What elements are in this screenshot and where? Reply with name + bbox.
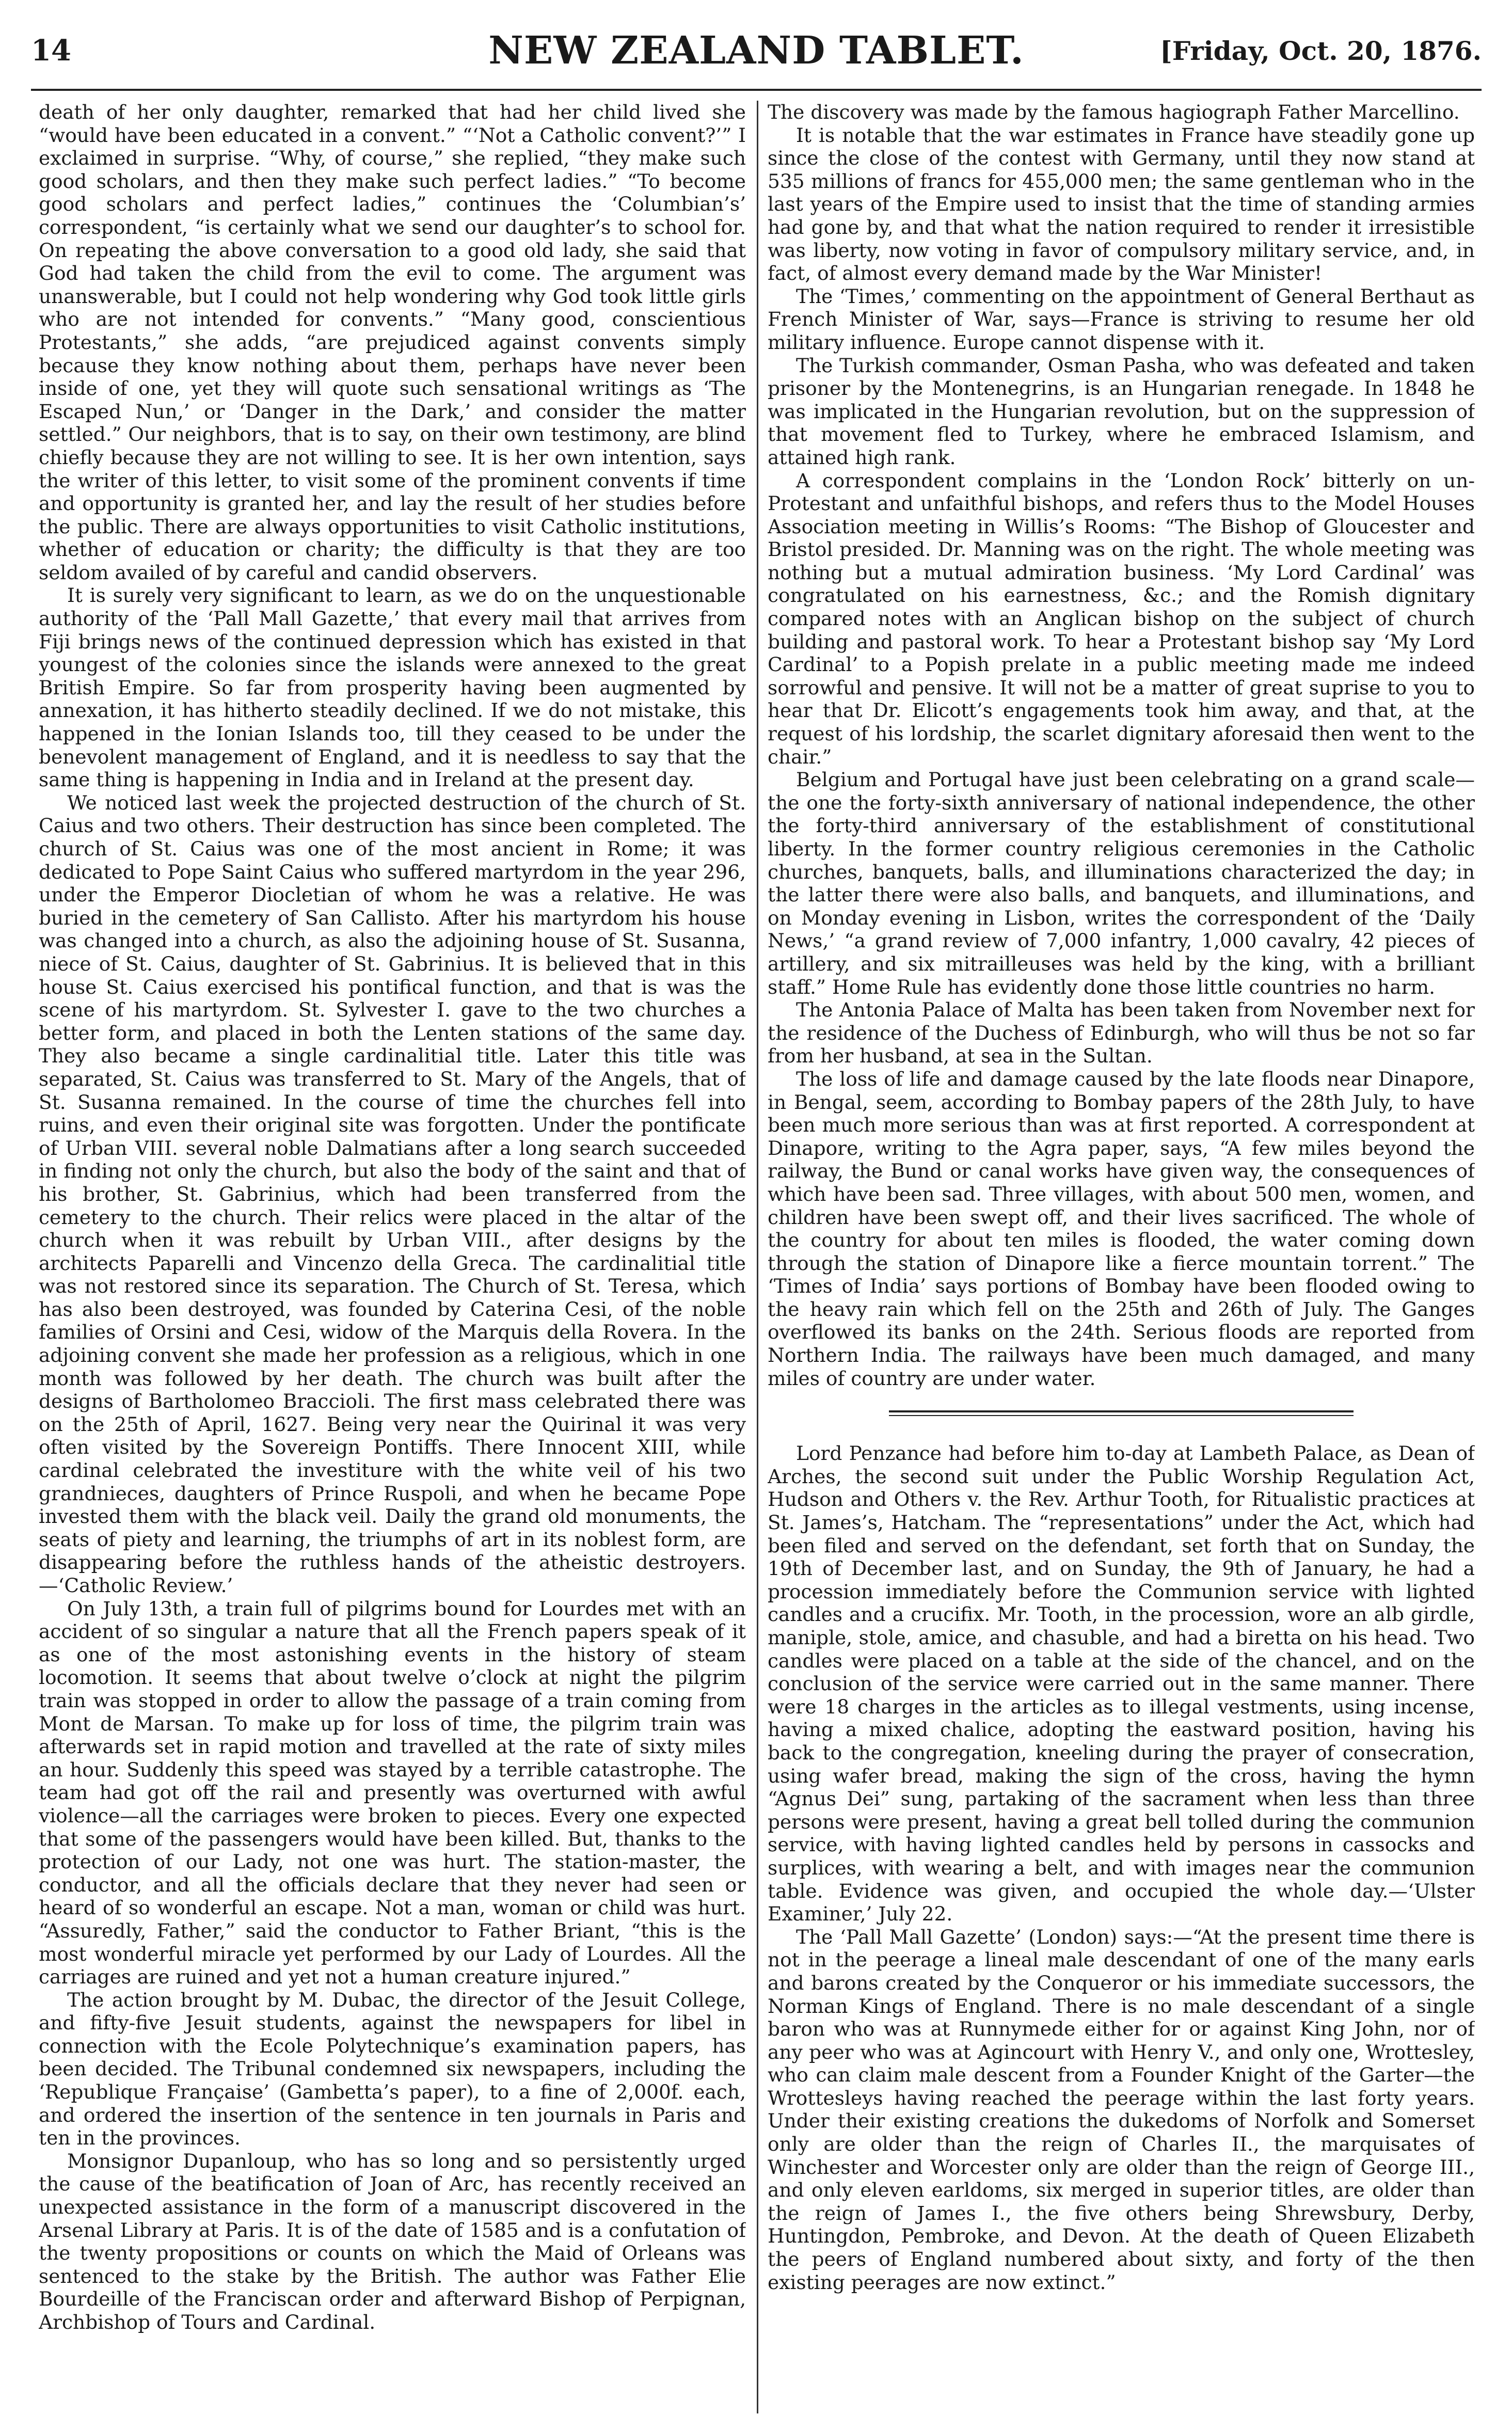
issue-date: [Friday, Oct. 20, 1876.	[1160, 36, 1482, 66]
right-column	[768, 101, 1475, 2419]
article-fiji-depression: It is surely very significant to learn, as we do on the unquestionable authority of the ‘Pall Mall Gazette,’ that every mail that arrives from Fiji brings news of the continued depression which has existed in that youngest of the colonies since the islands were annexed to the great British Empire. So far from prosperity having been augmented by annexation, it has hitherto steadily declined. If we do not mistake, this happened in the Ionian Islands too, till they ceased to be under the benevolent management of England, and it is needless to say that the same thing is happening in India and in Ireland at the present day.	[39, 584, 746, 791]
article-times-berthaut: The ‘Times,’ commenting on the appointment of General Berthaut as French Minister of War, says—France is striving to resume her old military influence. Europe cannot dispense with it.	[768, 284, 1475, 354]
article-dinapore-floods: The loss of life and damage caused by the late floods near Dinapore, in Bengal, seem, according to Bombay papers of the 28th July, to have been much more serious than was at first reported. A correspondent at Dinapore, writing to the Agra paper, says, “A few miles beyond the railway, the Bund or canal works have given way, the consequences of which have been sad. Three villages, with about 500 men, women, and children have been swept off, and their lives sacrificed. The whole of the country for about ten miles is flooded, the water coming down through the station of Dinapore like a fierce mountain torrent.” The ‘Times of India’ says portions of Bombay have been flooded owing to the heavy rain which fell on the 25th and 26th of July. The Ganges overflowed its banks on the 24th. Serious floods are reported from Northern India. The railways have been much damaged, and many miles of country are under water.	[768, 1067, 1475, 1390]
masthead	[31, 28, 1482, 85]
left-column	[39, 101, 746, 2419]
page-number: 14	[31, 34, 71, 68]
article-osman-pasha: The Turkish commander, Osman Pasha, who was defeated and taken prisoner by the Montenegrins, is an Hungarian renegade. In 1848 he was implicated in the Hungarian revolution, but on the suppression of that movement fled to Turkey, where he embraced Islamism, and attained high rank.	[768, 354, 1475, 469]
header-rule	[31, 89, 1482, 91]
article-jesuit-libel: The action brought by M. Dubac, the director of the Jesuit College, and fifty-five Jesuit students, against the newspapers for libel in connection with the Ecole Polytechnique’s examination papers, has been decided. The Tribunal condemned six newspapers, including the ‘Republique Française’ (Gambetta’s paper), to a fine of 2,000f. each, and ordered the insertion of the sentence in ten journals in Paris and ten in the provinces.	[39, 1988, 746, 2150]
article-joan-of-arc-continued: The discovery was made by the famous hagiograph Father Marcellino.	[768, 101, 1460, 123]
article-london-rock: A correspondent complains in the ‘London Rock’ bitterly on un-Protestant and unfaithful bishops, and refers thus to the Model Houses Association meeting in Willis’s Rooms: “The Bishop of Gloucester and Bristol presided. Dr. Manning was on the right. The whole meeting was nothing but a mutual admiration business. ‘My Lord Cardinal’ was congratulated on his earnestness, &c.; and the Romish dignitary compared notes with an Anglican bishop on the subject of church building and pastoral work. To hear a Protestant bishop say ‘My Lord Cardinal’ to a Popish prelate in a public meeting made me indeed sorrowful and pensive. It will not be a matter of great suprise to you to hear that Dr. Elicott’s engagements took him away, and that, at the request of his lordship, the scarlet dignitary aforesaid then went to the chair.”	[768, 469, 1475, 768]
article-french-war-estimates: It is notable that the war estimates in France have steadily gone up since the close of the contest with Germany, until they now stand at 535 millions of francs for 455,000 men; the same gentleman who in the last years of the Empire used to insist that the time of standing armies had gone by, and that what the nation required to render it irresistible was liberty, now voting in favor of compulsory military service, and, in fact, of almost every demand made by the War Minister!	[768, 123, 1475, 285]
article-st-caius-church: We noticed last week the projected destruction of the church of St. Caius and two others. Their destruction has since been completed. The church of St. Caius was one of the most ancient in Rome; it was dedicated to Pope Saint Caius who suffered martyrdom in the year 296, under the Emperor Diocletian of whom he was a relative. He was buried in the cemetery of San Callisto. After his martyrdom his house was changed into a church, as also the adjoining house of St. Susanna, niece of St. Caius, daughter of St. Gabrinius. It is believed that in this house St. Caius exercised his pontifical function, and that is was the scene of his martyrdom. St. Sylvester I. gave to the two churches a better form, and placed in both the Lenten stations of the same day. They also became a single cardinalitial title. Later this title was separated, St. Caius was transferred to St. Mary of the Angels, that of St. Susanna remained. In the course of time the churches fell into ruins, and even their original site was forgotten. Under the pontificate of Urban VIII. several noble Dalmatians after a long search succeeded in finding not only the church, but also the body of the saint and that of his brother, St. Gabrinius, which had been transferred from the cemetery to the church. Their relics were placed in the altar of the church when it was rebuilt by Urban VIII., after designs by the architects Paparelli and Vincenzo della Greca. The cardinalitial title was not restored since its separation. The Church of St. Teresa, which has also been destroyed, was founded by Caterina Cesi, of the noble families of Orsini and Cesi, widow of the Marquis della Rovera. In the adjoining convent she made her profession as a religious, which in one month was followed by her death. The church was built after the designs of Bartholomeo Braccioli. The first mass celebrated there was on the 25th of April, 1627. Being very near the Quirinal it was very often visited by the Sovereign Pontiffs. There Innocent XIII, while cardinal celebrated the investiture with the white veil of his two grandnieces, daughters of Prince Ruspoli, and when he became Pope invested them with the black veil. Daily the grand old monuments, the seats of piety and learning, the triumphs of art in its noblest form, are disappearing before the ruthless hands of the atheistic destroyers.—‘Catholic Review.’	[39, 791, 746, 1597]
article-antonia-palace: The Antonia Palace of Malta has been taken from November next for the residence of the Duchess of Edinburgh, who will thus be not so far from her husband, at sea in the Sultan.	[768, 998, 1475, 1068]
newspaper-title: NEW ZEALAND TABLET.	[488, 28, 1024, 73]
article-belgium-portugal: Belgium and Portugal have just been celebrating on a grand scale—the one the forty-sixth anniversary of national independence, the other the forty-third anniversary of the establishment of constitutional liberty. In the former country religious ceremonies in the Catholic churches, banquets, balls, and illuminations characterized the day; in the latter there were also balls, and banquets, and illuminations, and on Monday evening in Lisbon, writes the correspondent of the ‘Daily News,’ “a grand review of 7,000 infantry, 1,000 cavalry, 42 pieces of artillery, and six mitrailleuses was held by the king, with a brilliant staff.” Home Rule has evidently done those little countries no harm.	[768, 768, 1475, 998]
column-separator	[757, 101, 758, 2413]
article-lord-penzance: Lord Penzance had before him to-day at Lambeth Palace, as Dean of Arches, the second suit under the Public Worship Regulation Act, Hudson and Others v. the Rev. Arthur Tooth, for Ritualistic practices at St. James’s, Hatcham. The “representations” under the Act, which had been filed and served on the defendant, set forth that on Sunday, the 19th of December last, and on Sunday, the 9th of January, he had a procession immediately before the Communion service with lighted candles and a crucifix. Mr. Tooth, in the procession, wore an alb girdle, maniple, stole, amice, and chasuble, and had a biretta on his head. Two candles were placed on a table at the side of the chancel, and on the conclusion of the service were carried out in the same manner. There were 18 charges in the articles as to illegal vestments, using incense, having a mixed chalice, adopting the eastward position, having his back to the congregation, kneeling during the prayer of consecration, using wafer bread, making the sign of the cross, having the hymn “Agnus Dei” sung, partaking of the sacrament when less than three persons were present, having a great bell tolled during the communion service, with having lighted candles held by persons in cassocks and surplices, with wearing a belt, and with images near the communion table. Evidence was given, and occupied the whole day.—‘Ulster Examiner,’ July 22.	[768, 1442, 1475, 1926]
article-joan-of-arc: Monsignor Dupanloup, who has so long and so persistently urged the cause of the beatification of Joan of Arc, has recently received an unexpected assistance in the form of a manuscript discovered in the Arsenal Library at Paris. It is of the date of 1585 and is a confutation of the twenty propositions or counts on which the Maid of Orleans was sentenced to the stake by the British. The author was Father Elie Bourdeille of the Franciscan order and afterward Bishop of Perpignan, Archbishop of Tours and Cardinal.	[39, 2149, 746, 2333]
section-divider	[889, 1410, 1354, 1416]
article-convent-education: death of her only daughter, remarked that had her child lived she “would have been educated in a convent.” “‘Not a Catholic convent?’” I exclaimed in surprise. “Why, of course,” she replied, “they make such good scholars, and then they make such perfect ladies.” “To become good scholars and perfect ladies,” continues the ‘Columbian’s’ correspondent, “is certainly what we send our daughter’s to school for. On repeating the above conversation to a good old lady, she said that God had taken the child from the evil to come. The argument was unanswerable, but I could not help wondering why God took little girls who are not intended for convents.” “Many good, conscientious Protestants,” she adds, “are prejudiced against convents simply because they know nothing about them, perhaps have never been inside of one, yet they will quote such sensational writings as ‘The Escaped Nun,’ or ‘Danger in the Dark,’ and consider the matter settled.” Our neighbors, that is to say, on their own testimony, are blind chiefly because they are not willing to see. It is her own intention, says the writer of this letter, to visit some of the prominent convents if time and opportunity is granted her, and lay the result of her studies before the public. There are always opportunities to visit Catholic institutions, whether of education or charity; the difficulty is that they are too seldom availed of by careful and candid observers.	[39, 101, 746, 584]
article-peerage: The ‘Pall Mall Gazette’ (London) says:—“At the present time there is not in the peerage a lineal male descendant of one of the many earls and barons created by the Conqueror or his immediate successors, the Norman Kings of England. There is no male descendant of a single baron who was at Runnymede either for or against King John, nor of any peer who was at Agincourt with Henry V., and only one, Wrottesley, who can claim male descent from a Founder Knight of the Garter—the Wrottesleys having reached the peerage within the last forty years. Under their existing creations the dukedoms of Norfolk and Somerset only are older than the reign of Charles II., the marquisates of Winchester and Worcester only are older than the reign of George III., and only eleven earldoms, six merged in superior titles, are older than the reign of James I., the five others being Shrewsbury, Derby, Huntingdon, Pembroke, and Devon. At the death of Queen Elizabeth the peers of England numbered about sixty, and forty of the then existing peerages are now extinct.”	[768, 1925, 1475, 2294]
article-lourdes-train: On July 13th, a train full of pilgrims bound for Lourdes met with an accident of so singular a nature that all the French papers speak of it as one of the most astonishing events in the history of steam locomotion. It seems that about twelve o’clock at night the pilgrim train was stopped in order to allow the passage of a train coming from Mont de Marsan. To make up for loss of time, the pilgrim train was afterwards set in rapid motion and travelled at the rate of sixty miles an hour. Suddenly this speed was stayed by a terrible catastrophe. The team had got off the rail and presently was overturned with awful violence—all the carriages were broken to pieces. Every one expected that some of the passengers would have been killed. But, thanks to the protection of our Lady, not one was hurt. The station-master, the conductor, and all the officials declare that they never had seen or heard of so wonderful an escape. Not a man, woman or child was hurt. “Assuredly, Father,” said the conductor to Father Briant, “this is the most wonderful miracle yet performed by our Lady of Lourdes. All the carriages are ruined and yet not a human creature injured.”	[39, 1597, 746, 1989]
